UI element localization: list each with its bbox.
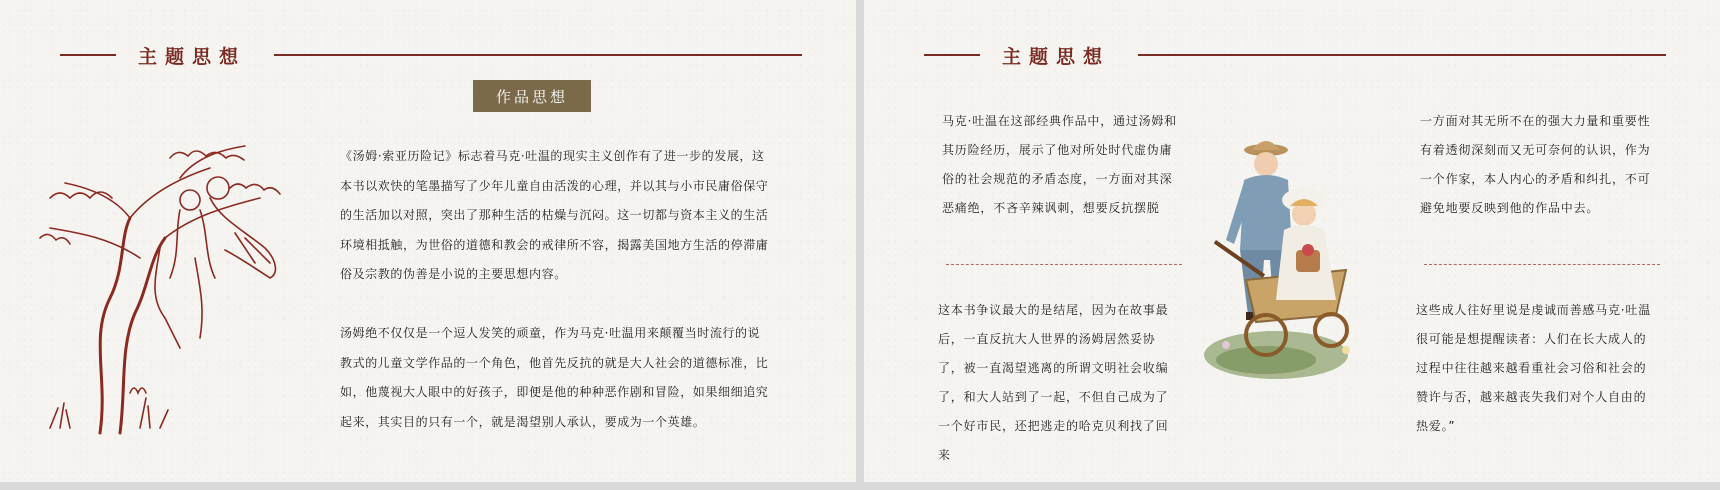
paragraph-1: 《汤姆·索亚历险记》标志着马克·吐温的现实主义创作有了进一步的发展，这本书以欢快的笔墨描写了少年儿童自由活泼的心理，并以其与小市民庸俗保守的生活加以对照，突出了那种生活的枯燥与沉闷。这一切都与资本主义的生活环境相抵触，为世俗的道德和教会的戒律所不容，揭露美国地方生活的停滞庸俗及宗教的伪善是小说的主要思想内容。: [340, 149, 769, 281]
header-line-right: [1138, 54, 1666, 56]
left-header-title: 主题思想: [138, 46, 247, 68]
text-top-left: 马克·吐温在这部经典作品中，通过汤姆和其历险经历，展示了他对所处时代虚伪庸俗的社会规范的矛盾态度，一方面对其深恶痛绝，不吝辛辣讽刺，想要反抗摆脱: [942, 114, 1178, 215]
right-header-title: 主题思想: [1002, 46, 1111, 68]
text-top-right: 一方面对其无所不在的强大力量和重要性有着透彻深刻而又无可奈何的认识，作为一个作家，本人内心的矛盾和纠扎，不可避免地要反映到他的作品中去。: [1420, 114, 1651, 215]
header-line-right: [274, 54, 802, 56]
text-bottom-left: 这本书争议最大的是结尾，因为在故事最后，一直反抗大人世界的汤姆居然妥协了，被一直渴望逃离的所谓文明社会收编了，和大人站到了一起，不但自己成为了一个好市民，还把逃走的哈克贝利找了回来: [938, 303, 1169, 462]
text-bottom-right: 这些成人往好里说是虔诚而善感马克·吐温很可能是想提醒读者：人们在长大成人的过程中往往越来越看重社会习俗和社会的赞许与否，越来越丧失我们对个人自由的热爱。”: [1416, 303, 1652, 433]
right-header: [924, 42, 1666, 66]
children-cart-illustration: [1196, 140, 1376, 390]
left-header: [60, 42, 802, 66]
tree-children-illustration: [30, 138, 320, 438]
divider-left: [946, 264, 1182, 265]
paragraph-2: 汤姆绝不仅仅是一个逗人发笑的顽童，作为马克·吐温用来颠覆当时流行的说教式的儿童文学作品的一个角色，他首先反抗的就是大人社会的道德标准，比如，他蔑视大人眼中的好孩子，即便是他的种种恶作剧和冒险，如果细细追究起来，其实目的只有一个，就是渴望别人承认，要成为一个英雄。: [340, 326, 769, 429]
divider-right: [1424, 264, 1660, 265]
section-badge: 作品思想: [473, 80, 591, 112]
header-line-left: [60, 54, 116, 56]
header-line-left: [924, 54, 980, 56]
left-slide: [0, 0, 856, 482]
